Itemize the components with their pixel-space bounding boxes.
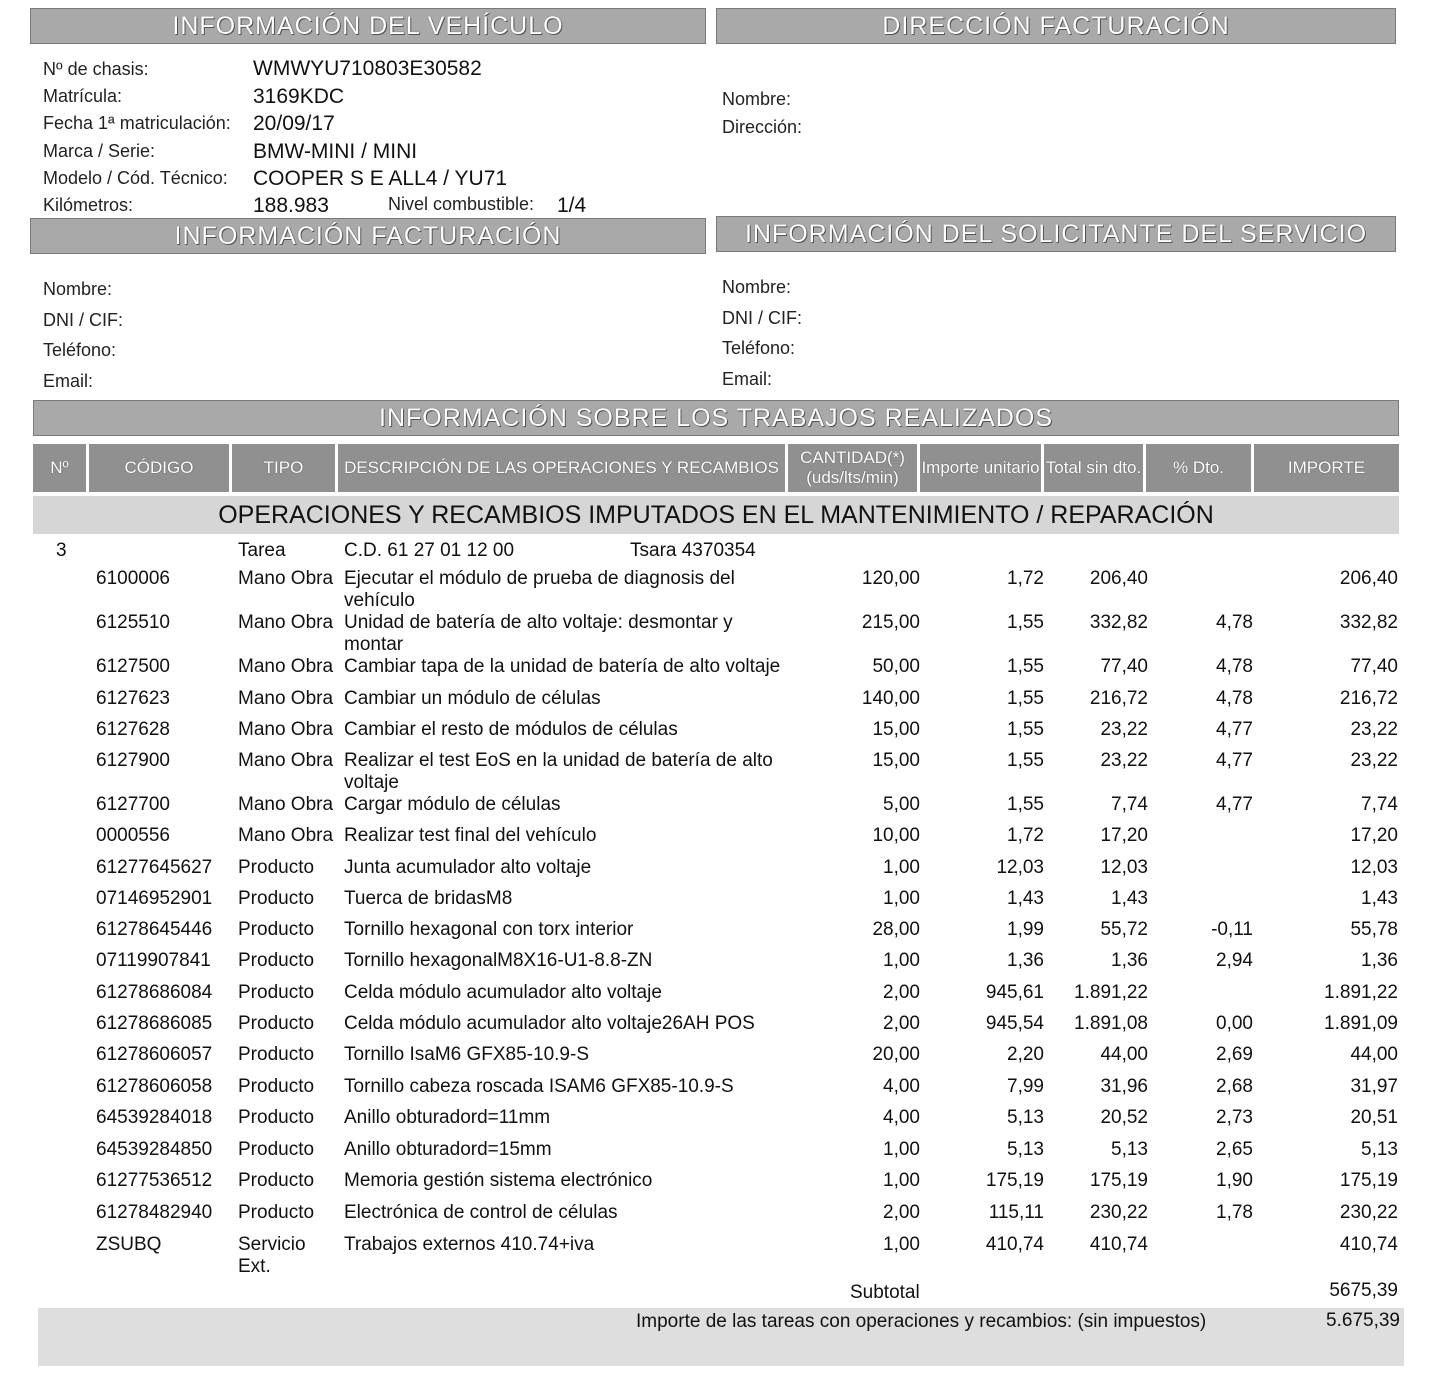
km-value: 188.983 [253,194,329,217]
task-number: 3 [56,540,67,561]
row-amount: 410,74 [1339,1234,1398,1255]
row-code: 61277536512 [96,1170,213,1191]
row-type: Mano Obra [238,719,334,740]
row-type: Producto [238,1170,315,1191]
row-amount: 23,22 [1350,719,1398,740]
row-total: 31,96 [1100,1076,1148,1097]
row-quantity: 120,00 [861,568,920,589]
row-discount: 4,77 [1216,750,1253,771]
row-code: 61278606058 [96,1076,213,1097]
row-code: 61278482940 [96,1202,213,1223]
row-discount: 4,77 [1216,719,1253,740]
reg-date-label: Fecha 1ª matriculación: [43,113,231,133]
row-amount: 7,74 [1361,794,1398,815]
row-code: 0000556 [96,825,170,846]
row-type: Producto [238,1013,315,1034]
row-unit-price: 945,61 [985,982,1044,1003]
row-unit-price: 945,54 [985,1013,1044,1034]
col-header-unit-price: Importe unitario [920,444,1044,492]
row-total: 332,82 [1089,612,1148,633]
row-amount: 55,78 [1350,919,1398,940]
row-quantity: 5,00 [883,794,920,815]
row-total: 1.891,22 [1074,982,1148,1003]
row-code: 64539284850 [96,1139,213,1160]
row-code: 6127500 [96,656,170,677]
row-type: Mano Obra [238,656,334,677]
section-vehicle-header: INFORMACIÓN DEL VEHÍCULO [30,8,706,44]
row-amount: 77,40 [1350,656,1398,677]
requester-name-label: Nombre: [722,277,792,297]
row-quantity: 2,00 [883,982,920,1003]
total-label: Importe de las tareas con operaciones y recambios: (sin impuestos) [636,1311,1207,1332]
row-total: 44,00 [1100,1044,1148,1065]
row-code: 07119907841 [96,950,211,971]
row-type: Producto [238,1139,315,1160]
reg-date-value: 20/09/17 [253,112,335,135]
subtotal-value: 5675,39 [1329,1280,1398,1301]
requester-email-label: Email: [722,369,773,389]
row-amount: 1,36 [1361,950,1398,971]
row-type: Producto [238,857,315,878]
row-type: Producto [238,1107,315,1128]
row-description: Celda módulo acumulador alto voltaje [344,982,662,1003]
row-total: 7,74 [1111,794,1148,815]
row-total: 1,43 [1111,888,1148,909]
col-header-num: Nº [33,444,89,492]
billing-email-label: Email: [43,371,94,391]
section-billing-address-header: DIRECCIÓN FACTURACIÓN [716,8,1396,44]
row-discount: 2,65 [1216,1139,1253,1160]
row-quantity: 4,00 [883,1107,920,1128]
requester-phone-label: Teléfono: [722,338,796,358]
row-unit-price: 1,36 [1007,950,1044,971]
row-code: ZSUBQ [96,1234,162,1255]
row-amount: 23,22 [1350,750,1398,771]
col-header-amount: IMPORTE [1254,444,1399,492]
row-unit-price: 1,72 [1007,568,1044,589]
row-description: Junta acumulador alto voltaje [344,857,592,878]
row-unit-price: 1,55 [1007,794,1044,815]
row-total: 23,22 [1100,750,1148,771]
row-amount: 31,97 [1350,1076,1398,1097]
model-label: Modelo / Cód. Técnico: [43,168,228,188]
row-unit-price: 5,13 [1007,1107,1044,1128]
row-quantity: 140,00 [861,688,920,709]
row-unit-price: 7,99 [1007,1076,1044,1097]
billing-address-address-label: Dirección: [722,117,803,137]
row-quantity: 20,00 [872,1044,920,1065]
row-code: 61278686084 [96,982,213,1003]
row-type: Mano Obra [238,568,334,589]
row-code: 6127700 [96,794,170,815]
row-description: Realizar test final del vehículo [344,825,597,846]
row-description: Celda módulo acumulador alto voltaje26AH POS [344,1013,755,1034]
row-unit-price: 12,03 [996,857,1044,878]
row-description: Trabajos externos 410.74+iva [344,1234,595,1255]
model-value: COOPER S E ALL4 / YU71 [253,167,508,190]
row-description: Anillo obturadord=11mm [344,1107,551,1128]
row-description: Unidad de batería de alto voltaje: desmontar y montar [344,612,733,655]
chassis-value: WMWYU710803E30582 [253,57,482,80]
row-amount: 206,40 [1339,568,1398,589]
row-discount: 4,78 [1216,656,1253,677]
row-description: Tornillo IsaM6 GFX85-10.9-S [344,1044,589,1065]
row-amount: 230,22 [1339,1202,1398,1223]
row-total: 206,40 [1089,568,1148,589]
row-code: 6125510 [96,612,170,633]
row-quantity: 1,00 [883,1139,920,1160]
row-code: 64539284018 [96,1107,213,1128]
table-header [33,444,1399,492]
row-unit-price: 1,55 [1007,750,1044,771]
row-type: Producto [238,950,315,971]
row-unit-price: 115,11 [988,1202,1044,1223]
row-total: 1,36 [1111,950,1148,971]
row-quantity: 1,00 [883,950,920,971]
row-quantity: 215,00 [861,612,920,633]
row-amount: 44,00 [1350,1044,1398,1065]
row-total: 410,74 [1089,1234,1148,1255]
row-description: Tuerca de bridasM8 [344,888,513,909]
row-unit-price: 1,55 [1007,688,1044,709]
row-code: 6100006 [96,568,170,589]
col-header-description: DESCRIPCIÓN DE LAS OPERACIONES Y RECAMBIOS [338,444,788,492]
row-code: 61278645446 [96,919,213,940]
row-total: 230,22 [1089,1202,1148,1223]
row-unit-price: 175,19 [985,1170,1044,1191]
fuel-label: Nivel combustible: [388,194,535,214]
subtotal-label: Subtotal [850,1282,920,1303]
row-quantity: 1,00 [883,1234,920,1255]
section-works-header: INFORMACIÓN SOBRE LOS TRABAJOS REALIZADOS [33,400,1399,436]
row-quantity: 4,00 [883,1076,920,1097]
row-discount: 0,00 [1216,1013,1253,1034]
row-amount: 17,20 [1350,825,1398,846]
row-discount: 2,68 [1216,1076,1253,1097]
row-quantity: 15,00 [872,750,920,771]
row-code: 6127623 [96,688,170,709]
row-discount: 1,90 [1216,1170,1253,1191]
row-type: Producto [238,888,315,909]
col-header-code: CÓDIGO [89,444,232,492]
row-total: 216,72 [1089,688,1148,709]
row-code: 6127900 [96,750,170,771]
col-header-discount: % Dto. [1146,444,1254,492]
row-discount: -0,11 [1211,919,1253,940]
row-unit-price: 1,99 [1007,919,1044,940]
row-amount: 1,43 [1361,888,1398,909]
row-quantity: 15,00 [872,719,920,740]
fuel-value: 1/4 [557,194,587,217]
row-discount: 1,78 [1216,1202,1253,1223]
row-code: 61278606057 [96,1044,213,1065]
km-label: Kilómetros: [43,195,134,215]
section-requester-header: INFORMACIÓN DEL SOLICITANTE DEL SERVICIO [716,216,1396,252]
row-unit-price: 1,72 [1007,825,1044,846]
row-amount: 1.891,22 [1324,982,1398,1003]
row-code: 61277645627 [96,857,213,878]
billing-phone-label: Teléfono: [43,340,117,360]
row-unit-price: 1,55 [1007,719,1044,740]
row-description: Tornillo cabeza roscada ISAM6 GFX85-10.9-S [344,1076,734,1097]
row-type: Mano Obra [238,825,334,846]
billing-name-label: Nombre: [43,279,113,299]
col-header-quantity: CANTIDAD(*) (uds/lts/min) [788,444,920,492]
row-description: Memoria gestión sistema electrónico [344,1170,653,1191]
plate-value: 3169KDC [253,85,345,108]
row-total: 23,22 [1100,719,1148,740]
total-value: 5.675,39 [1326,1310,1400,1331]
row-discount: 4,78 [1216,612,1253,633]
row-quantity: 1,00 [883,1170,920,1191]
brand-value: BMW-MINI / MINI [253,140,418,163]
row-description: Electrónica de control de células [344,1202,618,1223]
row-description: Anillo obturadord=15mm [344,1139,552,1160]
row-amount: 1.891,09 [1324,1013,1398,1034]
col-header-type: TIPO [232,444,338,492]
row-amount: 5,13 [1361,1139,1398,1160]
row-description: Realizar el test EoS en la unidad de batería de alto voltaje [344,750,773,793]
row-type: Mano Obra [238,794,334,815]
row-total: 17,20 [1100,825,1148,846]
row-total: 77,40 [1100,656,1148,677]
row-description: Tornillo hexagonalM8X16-U1-8.8-ZN [344,950,653,971]
row-type: Producto [238,1044,315,1065]
row-quantity: 10,00 [872,825,920,846]
row-unit-price: 1,55 [1007,612,1044,633]
row-type: Producto [238,1076,315,1097]
row-total: 55,72 [1100,919,1148,940]
row-unit-price: 1,43 [1007,888,1044,909]
row-quantity: 2,00 [883,1013,920,1034]
row-discount: 2,94 [1216,950,1253,971]
row-description: Cargar módulo de células [344,794,561,815]
row-quantity: 1,00 [883,857,920,878]
plate-label: Matrícula: [43,86,123,106]
row-quantity: 2,00 [883,1202,920,1223]
row-description: Ejecutar el módulo de prueba de diagnosis del vehículo [344,568,735,611]
row-description: Tornillo hexagonal con torx interior [344,919,634,940]
row-quantity: 50,00 [872,656,920,677]
col-header-total-no-discount: Total sin dto. [1044,444,1146,492]
row-discount: 2,69 [1216,1044,1253,1065]
requester-dni-label: DNI / CIF: [722,308,802,328]
billing-dni-label: DNI / CIF: [43,310,123,330]
row-code: 07146952901 [96,888,213,909]
task-tsara: Tsara 4370354 [630,540,756,561]
row-type: Mano Obra [238,750,334,771]
row-discount: 2,73 [1216,1107,1253,1128]
row-total: 20,52 [1100,1107,1148,1128]
row-type: Servicio Ext. [238,1234,306,1277]
row-discount: 4,78 [1216,688,1253,709]
row-unit-price: 1,55 [1007,656,1044,677]
row-total: 1.891,08 [1074,1013,1148,1034]
task-type: Tarea [238,540,286,561]
row-total: 5,13 [1111,1139,1148,1160]
row-type: Mano Obra [238,612,334,633]
row-type: Producto [238,919,315,940]
row-total: 175,19 [1089,1170,1148,1191]
row-description: Cambiar tapa de la unidad de batería de alto voltaje [344,656,781,677]
row-type: Producto [238,982,315,1003]
row-quantity: 28,00 [872,919,920,940]
row-type: Mano Obra [238,688,334,709]
row-amount: 216,72 [1339,688,1398,709]
row-discount: 4,77 [1216,794,1253,815]
brand-label: Marca / Serie: [43,141,156,161]
row-amount: 175,19 [1339,1170,1398,1191]
row-unit-price: 5,13 [1007,1139,1044,1160]
row-unit-price: 410,74 [985,1234,1044,1255]
row-code: 61278686085 [96,1013,213,1034]
row-total: 12,03 [1100,857,1148,878]
row-code: 6127628 [96,719,170,740]
row-amount: 12,03 [1350,857,1398,878]
chassis-label: Nº de chasis: [43,59,149,79]
task-cd: C.D. 61 27 01 12 00 [344,540,515,561]
row-description: Cambiar el resto de módulos de células [344,719,678,740]
row-unit-price: 2,20 [1007,1044,1044,1065]
row-type: Producto [238,1202,315,1223]
table-subtitle: OPERACIONES Y RECAMBIOS IMPUTADOS EN EL MANTENIMIENTO / REPARACIÓN [33,496,1399,534]
row-quantity: 1,00 [883,888,920,909]
section-billing-info-header: INFORMACIÓN FACTURACIÓN [30,218,706,254]
row-description: Cambiar un módulo de células [344,688,601,709]
billing-address-name-label: Nombre: [722,89,792,109]
row-amount: 332,82 [1339,612,1398,633]
row-amount: 20,51 [1350,1107,1398,1128]
